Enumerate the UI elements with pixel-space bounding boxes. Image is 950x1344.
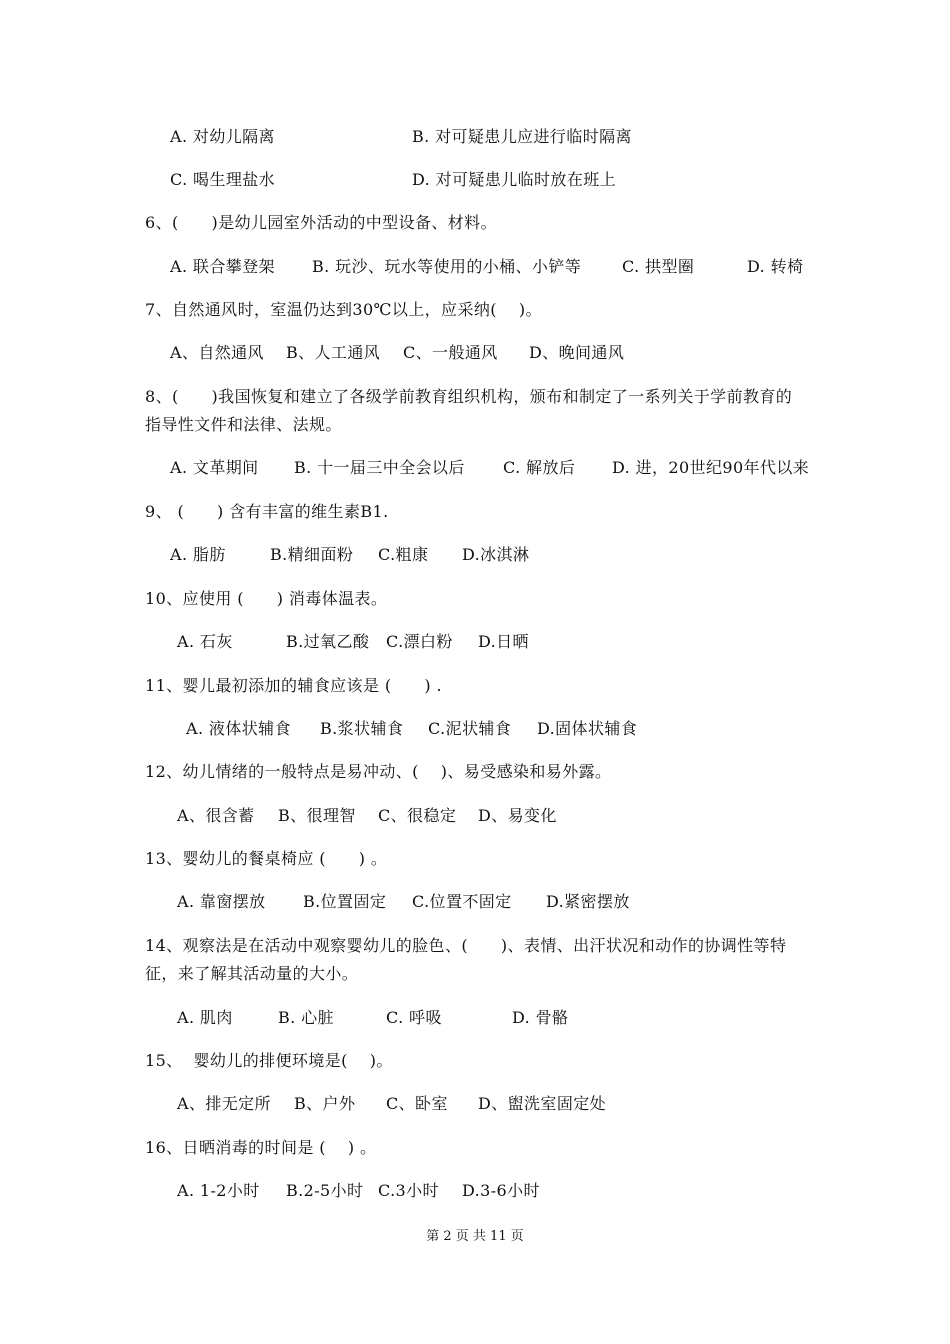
option-14a: A. 肌肉 [177, 1008, 233, 1027]
option-15d: D、盥洗室固定处 [478, 1094, 607, 1113]
option-11b: B.浆状辅食 [320, 719, 404, 738]
option-9b: B.精细面粉 [270, 545, 354, 564]
option-6a: A. 联合攀登架 [170, 257, 275, 276]
option-7d: D、晚间通风 [529, 343, 625, 362]
question-13: 13、婴幼儿的餐桌椅应 ( ) 。 [145, 849, 388, 868]
option-5c: C. 喝生理盐水 [170, 170, 276, 189]
option-8c: C. 解放后 [503, 458, 576, 477]
question-7: 7、自然通风时，室温仍达到30℃以上，应采纳( )。 [145, 300, 542, 319]
option-6d: D. 转椅 [747, 257, 804, 276]
option-15a: A、排无定所 [177, 1094, 271, 1113]
option-11d: D.固体状辅食 [537, 719, 638, 738]
option-11a: A. 液体状辅食 [186, 719, 291, 738]
option-9d: D.冰淇淋 [462, 545, 530, 564]
option-12b: B、很理智 [278, 806, 356, 825]
option-14b: B. 心脏 [278, 1008, 334, 1027]
option-7c: C、一般通风 [403, 343, 498, 362]
option-13c: C.位置不固定 [412, 892, 512, 911]
question-11: 11、婴儿最初添加的辅食应该是 ( ) . [145, 676, 443, 695]
question-14-line2: 征，来了解其活动量的大小。 [145, 964, 359, 983]
option-5a: A. 对幼儿隔离 [170, 127, 275, 146]
option-14c: C. 呼吸 [386, 1008, 442, 1027]
question-12: 12、幼儿情绪的一般特点是易冲动、( )、易受感染和易外露。 [145, 762, 612, 781]
option-11c: C.泥状辅食 [428, 719, 512, 738]
option-14d: D. 骨骼 [512, 1008, 569, 1027]
question-8-line2: 指导性文件和法律、法规。 [145, 415, 342, 434]
option-10b: B.过氧乙酸 [286, 632, 370, 651]
option-12c: C、很稳定 [378, 806, 457, 825]
option-16d: D.3-6小时 [462, 1181, 540, 1200]
option-16a: A. 1-2小时 [177, 1181, 260, 1200]
option-5d: D. 对可疑患儿临时放在班上 [412, 170, 617, 189]
option-12d: D、易变化 [478, 806, 557, 825]
option-13a: A. 靠窗摆放 [177, 892, 266, 911]
option-5b: B. 对可疑患儿应进行临时隔离 [412, 127, 632, 146]
option-9a: A. 脂肪 [170, 545, 226, 564]
option-10d: D.日晒 [478, 632, 529, 651]
option-8d: D. 进，20世纪90年代以来 [612, 458, 810, 477]
question-6: 6、( )是幼儿园室外活动的中型设备、材料。 [145, 213, 497, 232]
option-7a: A、自然通风 [170, 343, 264, 362]
option-16b: B.2-5小时 [286, 1181, 364, 1200]
question-8-line1: 8、( )我国恢复和建立了各级学前教育组织机构，颁布和制定了一系列关于学前教育的 [145, 387, 793, 406]
option-6c: C. 拱型圈 [622, 257, 695, 276]
question-16: 16、日晒消毒的时间是 ( ) 。 [145, 1138, 377, 1157]
option-15b: B、户外 [294, 1094, 356, 1113]
question-14-line1: 14、观察法是在活动中观察婴幼儿的脸色、( )、表情、出汗状况和动作的协调性等特 [145, 936, 787, 955]
option-9c: C.粗康 [378, 545, 429, 564]
option-10a: A. 石灰 [177, 632, 233, 651]
option-8a: A. 文革期间 [170, 458, 259, 477]
option-16c: C.3小时 [378, 1181, 439, 1200]
question-9: 9、 ( ) 含有丰富的维生素B1. [145, 502, 389, 521]
option-6b: B. 玩沙、玩水等使用的小桶、小铲等 [312, 257, 582, 276]
option-10c: C.漂白粉 [386, 632, 453, 651]
question-10: 10、应使用 ( ) 消毒体温表。 [145, 589, 388, 608]
option-12a: A、很含蓄 [177, 806, 255, 825]
option-13b: B.位置固定 [303, 892, 387, 911]
option-13d: D.紧密摆放 [546, 892, 630, 911]
question-15: 15、 婴幼儿的排便环境是( )。 [145, 1051, 393, 1070]
option-15c: C、卧室 [386, 1094, 448, 1113]
option-8b: B. 十一届三中全会以后 [294, 458, 465, 477]
option-7b: B、人工通风 [286, 343, 381, 362]
page-footer: 第 2 页 共 11 页 [426, 1229, 524, 1244]
